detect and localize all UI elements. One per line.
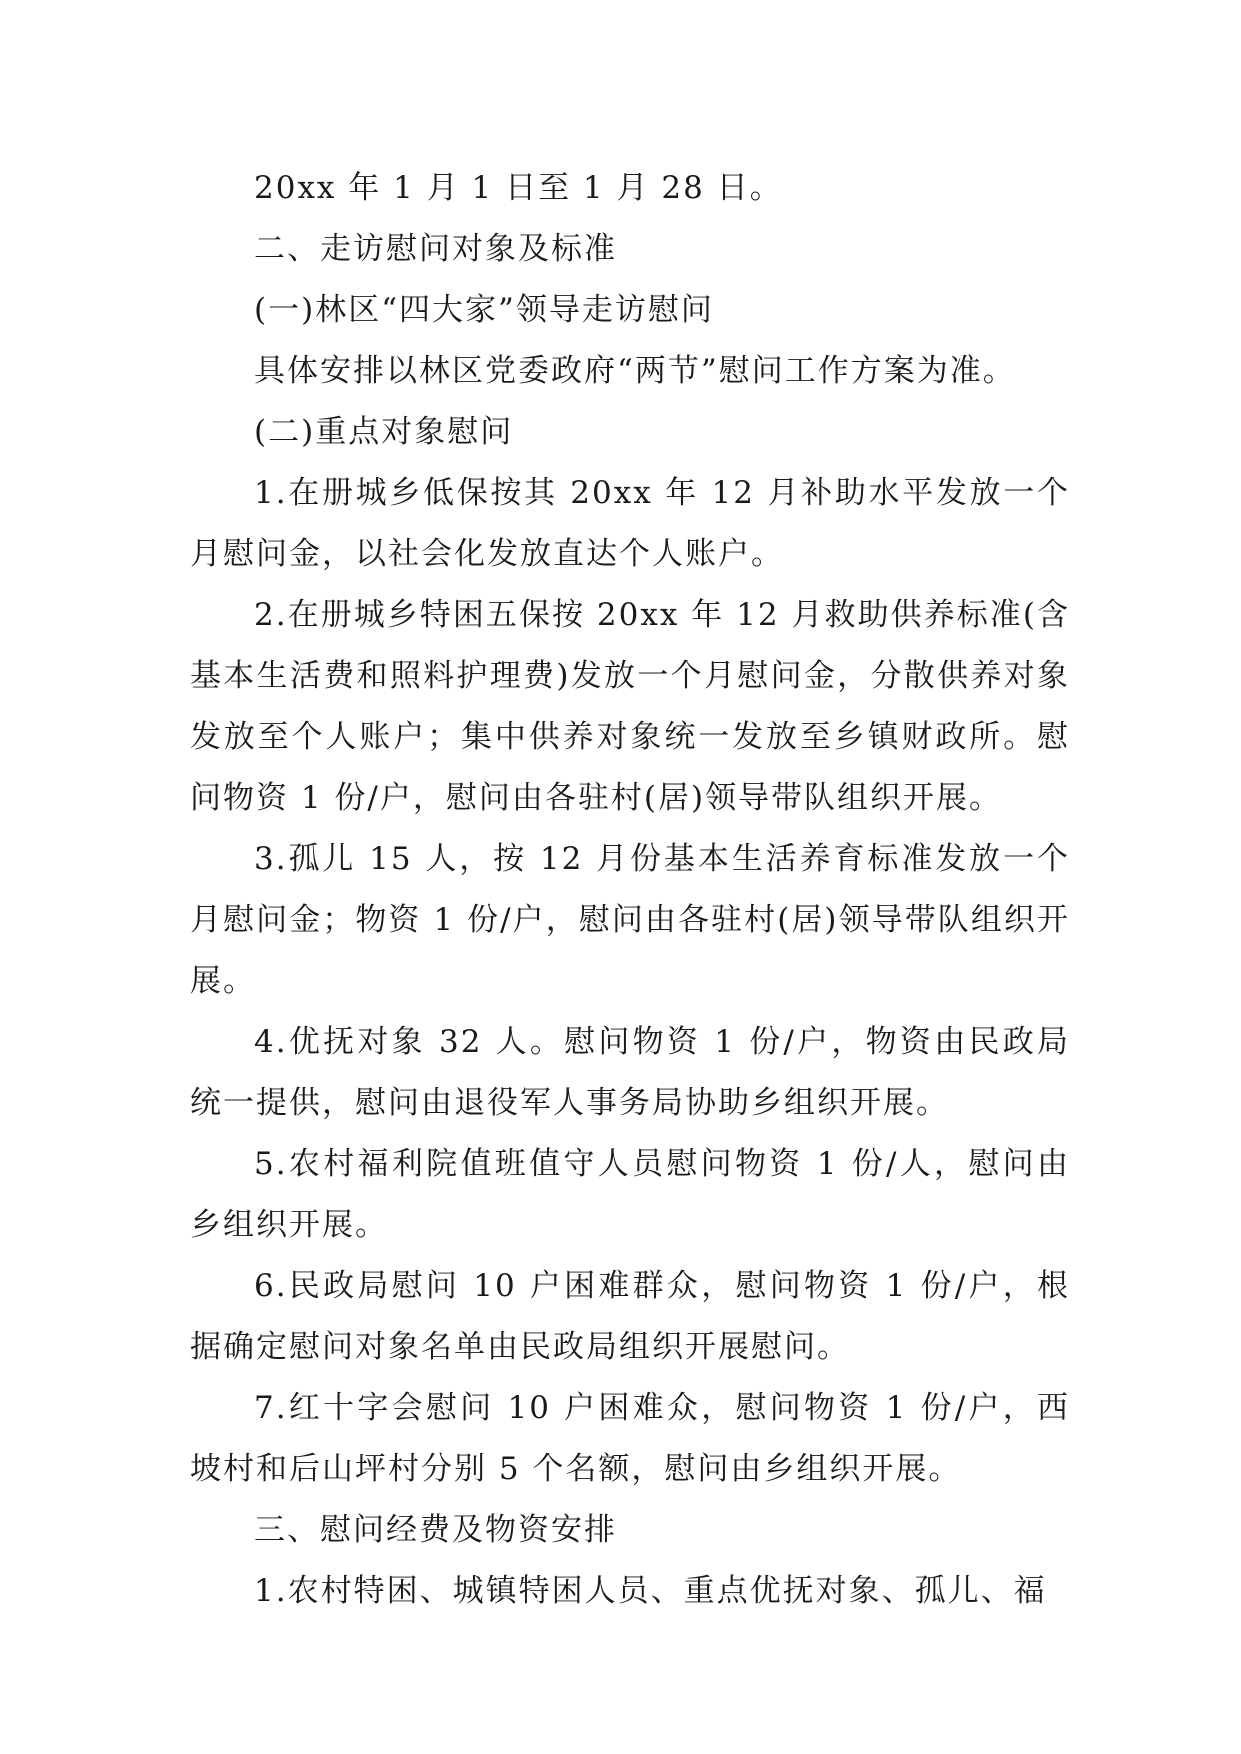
list-item-1: 1.在册城乡低保按其 20xx 年 12 月补助水平发放一个月慰问金，以社会化发放直达个人账户。 bbox=[190, 475, 1070, 572]
subheading-2-2: (二)重点对象慰问 bbox=[254, 414, 514, 450]
list-item-3-1: 1.农村特困、城镇特困人员、重点优抚对象、孤儿、福 bbox=[254, 1573, 1047, 1609]
heading-section-3: 三、慰问经费及物资安排 bbox=[254, 1512, 617, 1548]
list-item-7: 7.红十字会慰问 10 户困难众，慰问物资 1 份/户，西坡村和后山坪村分别 5 个名额，慰问由乡组织开展。 bbox=[190, 1390, 1070, 1487]
subheading-2-1: (一)林区“四大家”领导走访慰问 bbox=[254, 292, 714, 328]
list-item-6: 6.民政局慰问 10 户困难群众，慰问物资 1 份/户，根据确定慰问对象名单由民政局组织开展慰问。 bbox=[190, 1268, 1070, 1365]
paragraph-date-range: 20xx 年 1 月 1 日至 1 月 28 日。 bbox=[254, 170, 783, 206]
list-item-5: 5.农村福利院值班值守人员慰问物资 1 份/人，慰问由乡组织开展。 bbox=[190, 1146, 1070, 1243]
document-body bbox=[190, 158, 1070, 1622]
heading-section-2: 二、走访慰问对象及标准 bbox=[254, 231, 617, 267]
list-item-3: 3.孤儿 15 人，按 12 月份基本生活养育标准发放一个月慰问金；物资 1 份/户，慰问由各驻村(居)领导带队组织开展。 bbox=[190, 841, 1070, 999]
list-item-4: 4.优抚对象 32 人。慰问物资 1 份/户，物资由民政局统一提供，慰问由退役军人事务局协助乡组织开展。 bbox=[190, 1024, 1070, 1121]
list-item-2: 2.在册城乡特困五保按 20xx 年 12 月救助供养标准(含基本生活费和照料护理费)发放一个月慰问金，分散供养对象发放至个人账户；集中供养对象统一发放至乡镇财政所。慰问物资 1 份/户，慰问由各驻村(居)领导带队组织开展。 bbox=[190, 597, 1070, 816]
paragraph-arrangement: 具体安排以林区党委政府“两节”慰问工作方案为准。 bbox=[254, 353, 1016, 389]
